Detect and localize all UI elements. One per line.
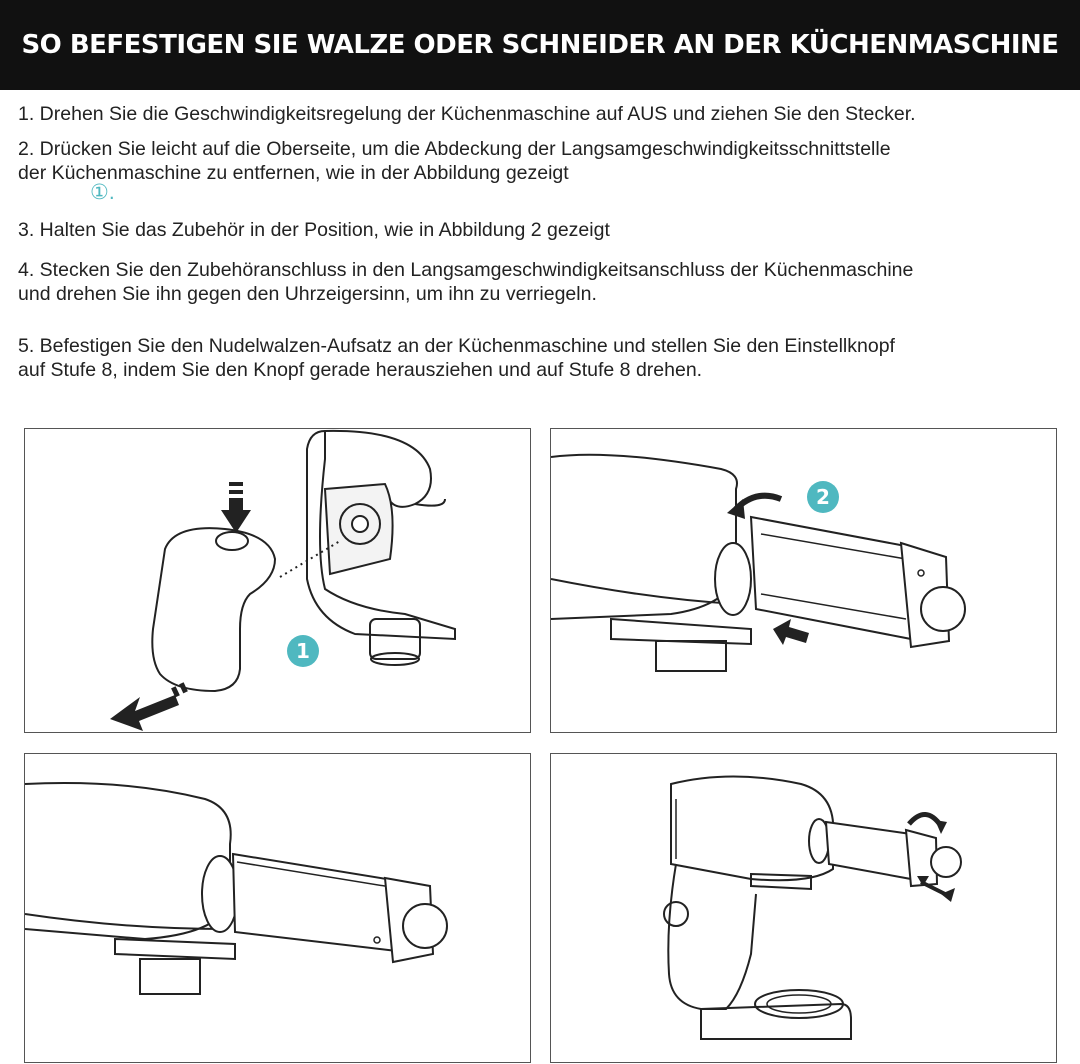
page-title: SO BEFESTIGEN SIE WALZE ODER SCHNEIDER AN DER KÜCHENMASCHINE xyxy=(21,30,1059,60)
figure-2-hold-accessory xyxy=(550,428,1057,733)
step-4-line-1: 4. Stecken Sie den Zubehöranschluss in den Langsamgeschwindigkeitsanschluss der Küchenmaschine xyxy=(18,259,914,281)
step-1: 1. Drehen Sie die Geschwindigkeitsregelung der Küchenmaschine auf AUS und ziehen Sie den Stecker. xyxy=(18,103,916,125)
figure-3-attached-closeup xyxy=(24,753,531,1063)
figure-1-remove-cover xyxy=(24,428,531,733)
step-5-line-1: 5. Befestigen Sie den Nudelwalzen-Aufsatz an der Küchenmaschine und stellen Sie den Einstellknopf xyxy=(18,335,895,357)
insert-arrow-icon xyxy=(773,619,809,645)
figure-4-adjust-knob xyxy=(550,753,1057,1063)
step-4-line-2: und drehen Sie ihn gegen den Uhrzeigersinn, um ihn zu verriegeln. xyxy=(18,283,597,305)
title-banner xyxy=(0,0,1080,90)
figure-badge-1: 1 xyxy=(287,635,319,667)
step-3: 3. Halten Sie das Zubehör in der Position, wie in Abbildung 2 gezeigt xyxy=(18,219,610,241)
step-2-line-1: 2. Drücken Sie leicht auf die Oberseite, um die Abdeckung der Langsamgeschwindigkeitsschnittstelle xyxy=(18,138,891,160)
push-down-arrow-icon xyxy=(221,482,251,533)
step-2-figure-ref: ①. xyxy=(90,181,115,204)
step-2-line-2: der Küchenmaschine zu entfernen, wie in der Abbildung gezeigt xyxy=(18,162,569,184)
step-5-line-2: auf Stufe 8, indem Sie den Knopf gerade herausziehen und auf Stufe 8 drehen. xyxy=(18,359,703,381)
pull-out-arrow-icon xyxy=(110,682,188,731)
figure-badge-2: 2 xyxy=(807,481,839,513)
